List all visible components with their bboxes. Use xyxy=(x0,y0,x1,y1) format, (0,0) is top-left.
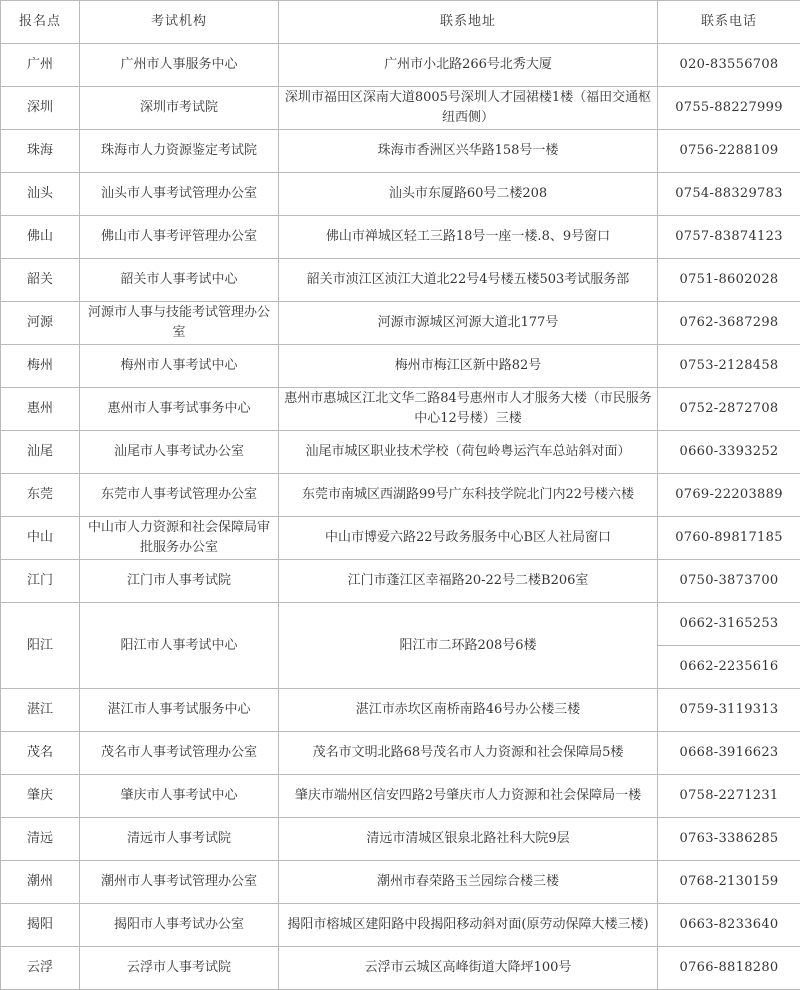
cell-org: 汕头市人事考试管理办公室 xyxy=(80,173,279,216)
cell-site: 佛山 xyxy=(1,216,80,259)
cell-phone: 0754-88329783 xyxy=(658,173,800,216)
cell-org: 清远市人事考试院 xyxy=(80,818,279,861)
cell-phone: 0752-2872708 xyxy=(658,388,800,431)
cell-address: 汕头市东厦路60号二楼208 xyxy=(279,173,658,216)
table-row xyxy=(1,259,800,302)
cell-phone: 0760-89817185 xyxy=(658,517,800,560)
cell-org: 东莞市人事考试管理办公室 xyxy=(80,474,279,517)
cell-address: 茂名市文明北路68号茂名市人力资源和社会保障局5楼 xyxy=(279,732,658,775)
cell-org: 中山市人力资源和社会保障局审批服务办公室 xyxy=(80,517,279,560)
table-row xyxy=(1,689,800,732)
cell-org: 江门市人事考试院 xyxy=(80,560,279,603)
table-row xyxy=(1,560,800,603)
cell-org: 潮州市人事考试管理办公室 xyxy=(80,861,279,904)
cell-site: 云浮 xyxy=(1,947,80,990)
cell-site: 河源 xyxy=(1,302,80,345)
table-row xyxy=(1,87,800,130)
cell-address: 梅州市梅江区新中路82号 xyxy=(279,345,658,388)
cell-org: 广州市人事服务中心 xyxy=(80,44,279,87)
cell-org: 梅州市人事考试中心 xyxy=(80,345,279,388)
cell-org: 深圳市考试院 xyxy=(80,87,279,130)
cell-org: 韶关市人事考试中心 xyxy=(80,259,279,302)
cell-phone: 0662-3165253 xyxy=(658,603,800,646)
cell-phone: 0668-3916623 xyxy=(658,732,800,775)
cell-site: 中山 xyxy=(1,517,80,560)
cell-org: 肇庆市人事考试中心 xyxy=(80,775,279,818)
cell-phone: 0768-2130159 xyxy=(658,861,800,904)
table-row xyxy=(1,431,800,474)
cell-address: 东莞市南城区西湖路99号广东科技学院北门内22号楼六楼 xyxy=(279,474,658,517)
cell-address: 潮州市春荣路玉兰园综合楼三楼 xyxy=(279,861,658,904)
cell-phone: 0663-8233640 xyxy=(658,904,800,947)
table-row xyxy=(1,44,800,87)
table-row xyxy=(1,474,800,517)
table-row xyxy=(1,904,800,947)
table-row xyxy=(1,130,800,173)
cell-org: 珠海市人力资源鉴定考试院 xyxy=(80,130,279,173)
cell-site: 韶关 xyxy=(1,259,80,302)
cell-address: 肇庆市端州区信安四路2号肇庆市人力资源和社会保障局一楼 xyxy=(279,775,658,818)
cell-site: 珠海 xyxy=(1,130,80,173)
header-org: 考试机构 xyxy=(80,1,279,44)
cell-address: 河源市源城区河源大道北177号 xyxy=(279,302,658,345)
cell-phone: 0755-88227999 xyxy=(658,87,800,130)
cell-phone: 0660-3393252 xyxy=(658,431,800,474)
cell-address: 珠海市香洲区兴华路158号一楼 xyxy=(279,130,658,173)
table-row xyxy=(1,216,800,259)
cell-site: 茂名 xyxy=(1,732,80,775)
cell-address: 云浮市云城区高峰街道大降坪100号 xyxy=(279,947,658,990)
table-row xyxy=(1,388,800,431)
cell-site: 汕头 xyxy=(1,173,80,216)
cell-site: 潮州 xyxy=(1,861,80,904)
cell-org: 阳江市人事考试中心 xyxy=(80,603,279,689)
cell-org: 河源市人事与技能考试管理办公室 xyxy=(80,302,279,345)
cell-phone: 0756-2288109 xyxy=(658,130,800,173)
cell-org: 茂名市人事考试管理办公室 xyxy=(80,732,279,775)
cell-address: 深圳市福田区深南大道8005号深圳人才园裙楼1楼（福田交通枢纽西侧） xyxy=(279,87,658,130)
cell-address: 佛山市禅城区轻工三路18号一座一楼.8、9号窗口 xyxy=(279,216,658,259)
cell-address: 阳江市二环路208号6楼 xyxy=(279,603,658,689)
cell-address: 惠州市惠城区江北文华二路84号惠州市人才服务大楼（市民服务中心12号楼）三楼 xyxy=(279,388,658,431)
cell-phone: 0757-83874123 xyxy=(658,216,800,259)
cell-phone: 0762-3687298 xyxy=(658,302,800,345)
table-row xyxy=(1,302,800,345)
cell-site: 揭阳 xyxy=(1,904,80,947)
cell-phone: 0769-22203889 xyxy=(658,474,800,517)
cell-phone: 0758-2271231 xyxy=(658,775,800,818)
table-row xyxy=(1,173,800,216)
cell-site: 惠州 xyxy=(1,388,80,431)
cell-site: 江门 xyxy=(1,560,80,603)
cell-phone: 0766-8818280 xyxy=(658,947,800,990)
cell-phone: 0750-3873700 xyxy=(658,560,800,603)
cell-address: 江门市蓬江区幸福路20-22号二楼B206室 xyxy=(279,560,658,603)
cell-address: 清远市清城区银泉北路社科大院9层 xyxy=(279,818,658,861)
header-row xyxy=(1,1,800,44)
table-row xyxy=(1,818,800,861)
cell-site: 清远 xyxy=(1,818,80,861)
cell-phone: 0662-2235616 xyxy=(658,646,800,689)
cell-site: 深圳 xyxy=(1,87,80,130)
cell-phone: 0763-3386285 xyxy=(658,818,800,861)
cell-address: 汕尾市城区职业技术学校（荷包岭粤运汽车总站斜对面） xyxy=(279,431,658,474)
cell-address: 湛江市赤坎区南桥南路46号办公楼三楼 xyxy=(279,689,658,732)
cell-address: 广州市小北路266号北秀大厦 xyxy=(279,44,658,87)
header-address: 联系地址 xyxy=(279,1,658,44)
cell-org: 汕尾市人事考试办公室 xyxy=(80,431,279,474)
cell-org: 湛江市人事考试服务中心 xyxy=(80,689,279,732)
header-phone: 联系电话 xyxy=(658,1,800,44)
header-site: 报名点 xyxy=(1,1,80,44)
cell-phone: 020-83556708 xyxy=(658,44,800,87)
cell-phone: 0753-2128458 xyxy=(658,345,800,388)
table-row xyxy=(1,775,800,818)
cell-org: 揭阳市人事考试办公室 xyxy=(80,904,279,947)
cell-site: 广州 xyxy=(1,44,80,87)
cell-site: 东莞 xyxy=(1,474,80,517)
cell-site: 湛江 xyxy=(1,689,80,732)
cell-site: 汕尾 xyxy=(1,431,80,474)
cell-phone: 0751-8602028 xyxy=(658,259,800,302)
cell-org: 佛山市人事考评管理办公室 xyxy=(80,216,279,259)
cell-org: 云浮市人事考试院 xyxy=(80,947,279,990)
table-row xyxy=(1,517,800,560)
cell-address: 韶关市浈江区浈江大道北22号4号楼五楼503考试服务部 xyxy=(279,259,658,302)
cell-address: 揭阳市榕城区建阳路中段揭阳移动斜对面(原劳动保障大楼三楼) xyxy=(279,904,658,947)
cell-site: 肇庆 xyxy=(1,775,80,818)
table-row xyxy=(1,861,800,904)
table-row xyxy=(1,732,800,775)
table-row xyxy=(1,345,800,388)
cell-site: 梅州 xyxy=(1,345,80,388)
cell-org: 惠州市人事考试事务中心 xyxy=(80,388,279,431)
cell-address: 中山市博爱六路22号政务服务中心B区人社局窗口 xyxy=(279,517,658,560)
cell-site: 阳江 xyxy=(1,603,80,689)
table-row xyxy=(1,947,800,990)
cell-phone: 0759-3119313 xyxy=(658,689,800,732)
table-row xyxy=(1,603,800,646)
